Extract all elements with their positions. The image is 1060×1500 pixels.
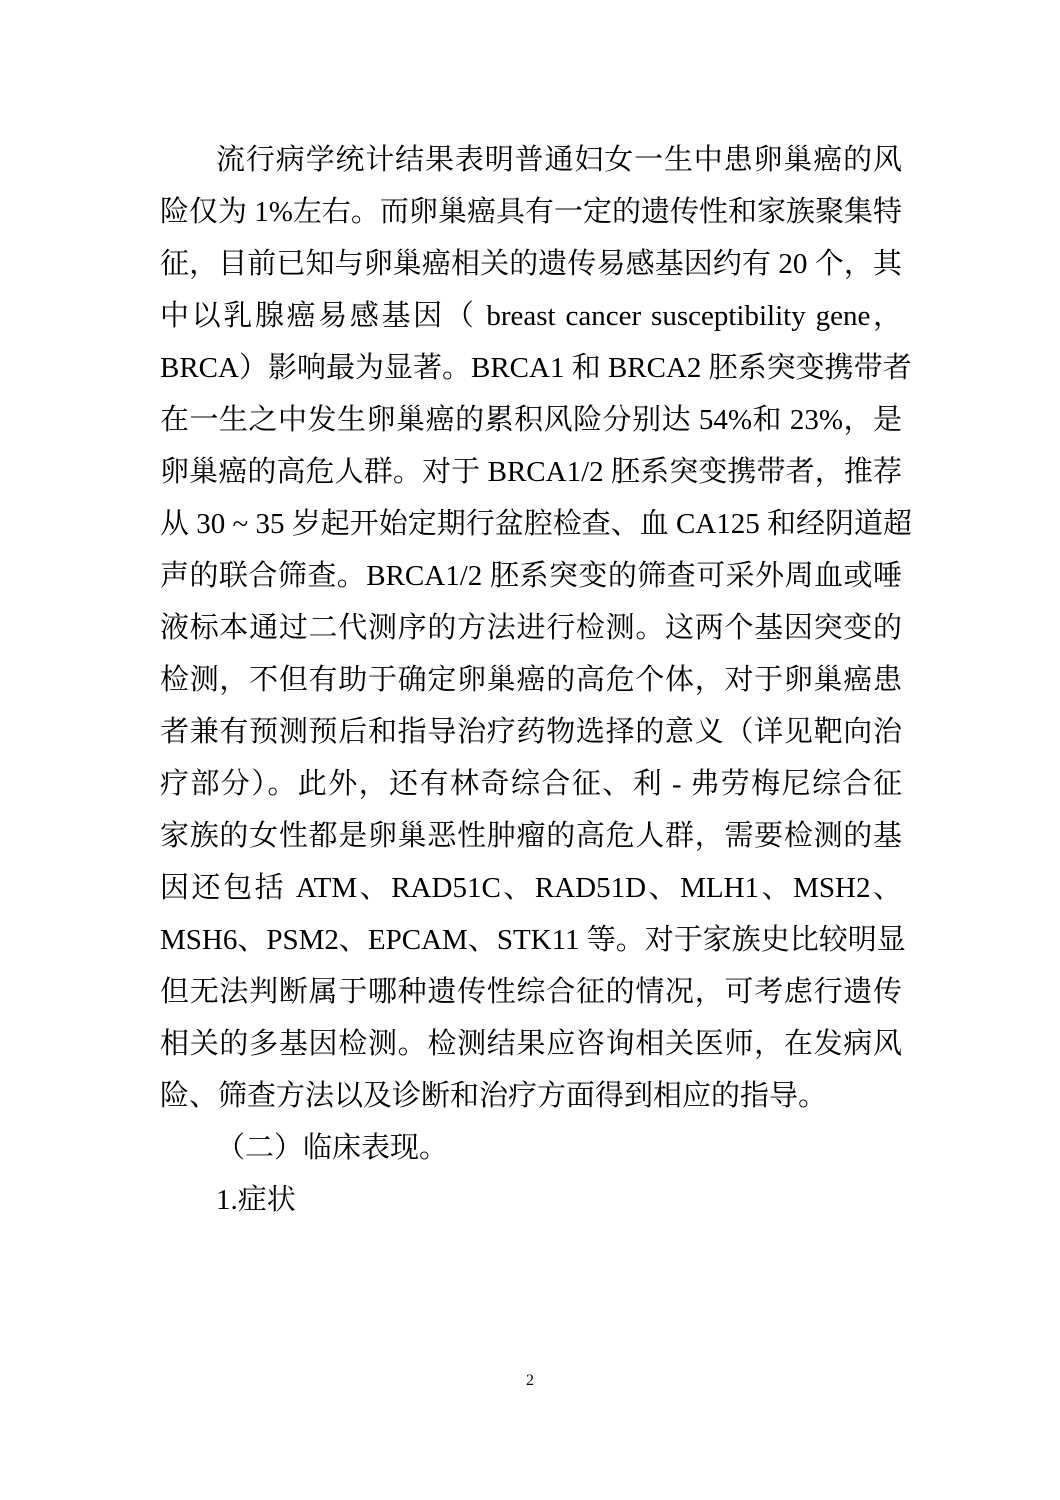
paragraph-line: 液标本通过二代测序的方法进行检测。这两个基因突变的 (160, 612, 902, 644)
paragraph-line: 从 30 ~ 35 岁起开始定期行盆腔检查、血 CA125 和经阴道超 (160, 508, 912, 540)
paragraph-line: 流行病学统计结果表明普通妇女一生中患卵巢癌的风 (216, 144, 902, 176)
paragraph-line: 险仅为 1%左右。而卵巢癌具有一定的遗传性和家族聚集特 (160, 196, 902, 228)
paragraph-line: 但无法判断属于哪种遗传性综合征的情况，可考虑行遗传 (160, 976, 902, 1008)
document-body (160, 134, 912, 1226)
paragraph-line: 相关的多基因检测。检测结果应咨询相关医师，在发病风 (160, 1028, 902, 1060)
subsection-heading: 1.症状 (216, 1184, 296, 1216)
paragraph-line: 疗部分）。此外，还有林奇综合征、利 - 弗劳梅尼综合征 (160, 768, 902, 800)
paragraph-line: 因还包括 ATM、RAD51C、RAD51D、MLH1、MSH2、 (160, 872, 902, 904)
paragraph-line: 家族的女性都是卵巢恶性肿瘤的高危人群，需要检测的基 (160, 820, 902, 852)
paragraph-line: 卵巢癌的高危人群。对于 BRCA1/2 胚系突变携带者，推荐 (160, 456, 902, 488)
paragraph-line: 者兼有预测预后和指导治疗药物选择的意义（详见靶向治 (160, 716, 902, 748)
paragraph-line: 检测，不但有助于确定卵巢癌的高危个体，对于卵巢癌患 (160, 664, 902, 696)
paragraph-line: MSH6、PSM2、EPCAM、STK11 等。对于家族史比较明显 (160, 924, 906, 956)
paragraph (160, 134, 912, 1122)
paragraph-line: 在一生之中发生卵巢癌的累积风险分别达 54%和 23%，是 (160, 404, 902, 436)
page-number: 2 (526, 1372, 534, 1389)
paragraph-line: BRCA）影响最为显著。BRCA1 和 BRCA2 胚系突变携带者 (160, 352, 912, 384)
paragraph-line: 中以乳腺癌易感基因（ breast cancer susceptibility gene， (160, 300, 902, 332)
section-heading: （二）临床表现。 (216, 1132, 449, 1164)
paragraph-line: 险、筛查方法以及诊断和治疗方面得到相应的指导。 (160, 1080, 828, 1112)
paragraph-line: 声的联合筛查。BRCA1/2 胚系突变的筛查可采外周血或唾 (160, 560, 902, 592)
paragraph-line: 征，目前已知与卵巢癌相关的遗传易感基因约有 20 个，其 (160, 248, 902, 280)
